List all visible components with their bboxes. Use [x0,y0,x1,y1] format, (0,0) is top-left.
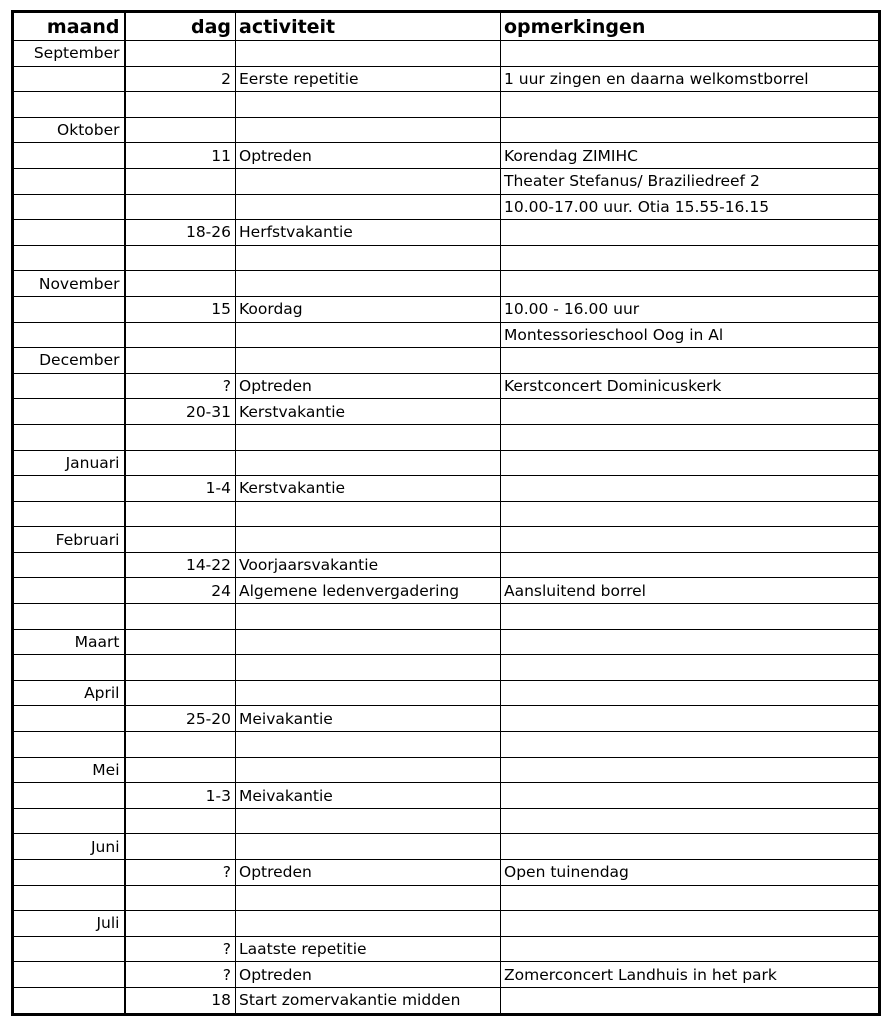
table-row [13,168,880,194]
day-cell[interactable] [125,655,236,681]
day-cell[interactable]: ? [125,962,236,988]
day-cell[interactable] [125,271,236,297]
month-cell[interactable] [13,655,125,681]
header-remarks[interactable]: opmerkingen [501,12,880,41]
remarks-cell[interactable] [501,629,880,655]
month-cell[interactable]: December [13,348,125,374]
table-row [13,348,880,374]
day-cell[interactable] [125,732,236,758]
table-row [13,296,880,322]
day-cell[interactable]: 24 [125,578,236,604]
day-cell[interactable]: 18 [125,987,236,1014]
remarks-cell[interactable] [501,476,880,502]
activity-cell[interactable] [236,168,501,194]
remarks-cell[interactable] [501,117,880,143]
remarks-cell[interactable] [501,271,880,297]
remarks-cell[interactable] [501,885,880,911]
table-row [13,936,880,962]
table-row [13,911,880,937]
activity-cell[interactable]: Laatste repetitie [236,936,501,962]
day-cell[interactable] [125,527,236,553]
activity-cell[interactable]: Optreden [236,860,501,886]
day-cell[interactable] [125,117,236,143]
activity-cell[interactable]: Kerstvakantie [236,399,501,425]
table-row [13,245,880,271]
remarks-cell[interactable]: Kerstconcert Dominicuskerk [501,373,880,399]
table-row [13,322,880,348]
activity-cell[interactable] [236,92,501,118]
table-row [13,808,880,834]
table-row [13,194,880,220]
table-row [13,271,880,297]
month-cell[interactable]: Januari [13,450,125,476]
day-cell[interactable]: 1-3 [125,783,236,809]
activity-cell[interactable] [236,911,501,937]
month-cell[interactable] [13,987,125,1014]
month-cell[interactable] [13,604,125,630]
month-cell[interactable] [13,424,125,450]
remarks-cell[interactable] [501,680,880,706]
table-row [13,92,880,118]
remarks-cell[interactable]: Korendag ZIMIHC [501,143,880,169]
day-cell[interactable] [125,168,236,194]
month-cell[interactable] [13,143,125,169]
activity-cell[interactable]: Algemene ledenvergadering [236,578,501,604]
month-cell[interactable] [13,92,125,118]
table-row [13,783,880,809]
activity-schedule-table [11,10,881,1016]
activity-cell[interactable]: Voorjaarsvakantie [236,552,501,578]
day-cell[interactable] [125,757,236,783]
activity-cell[interactable] [236,501,501,527]
activity-cell[interactable]: Optreden [236,373,501,399]
remarks-cell[interactable]: Theater Stefanus/ Braziliedreef 2 [501,168,880,194]
remarks-cell[interactable] [501,834,880,860]
activity-cell[interactable] [236,117,501,143]
table-row [13,424,880,450]
activity-cell[interactable] [236,885,501,911]
day-cell[interactable] [125,450,236,476]
table-row [13,41,880,67]
month-cell[interactable]: November [13,271,125,297]
table-row [13,629,880,655]
table-row [13,834,880,860]
month-cell[interactable]: Oktober [13,117,125,143]
day-cell[interactable] [125,322,236,348]
table-row [13,860,880,886]
month-cell[interactable] [13,476,125,502]
day-cell[interactable] [125,92,236,118]
day-cell[interactable]: 14-22 [125,552,236,578]
month-cell[interactable] [13,168,125,194]
day-cell[interactable] [125,808,236,834]
month-cell[interactable]: Juni [13,834,125,860]
activity-cell[interactable]: Kerstvakantie [236,476,501,502]
remarks-cell[interactable] [501,936,880,962]
remarks-cell[interactable]: Zomerconcert Landhuis in het park [501,962,880,988]
table-row [13,885,880,911]
day-cell[interactable]: ? [125,936,236,962]
table-row [13,604,880,630]
day-cell[interactable]: ? [125,373,236,399]
day-cell[interactable] [125,424,236,450]
table-row [13,220,880,246]
remarks-cell[interactable] [501,808,880,834]
day-cell[interactable]: 2 [125,66,236,92]
day-cell[interactable] [125,680,236,706]
month-cell[interactable] [13,706,125,732]
table-row [13,578,880,604]
month-cell[interactable] [13,399,125,425]
activity-cell[interactable]: Meivakantie [236,783,501,809]
table-row [13,501,880,527]
day-cell[interactable] [125,501,236,527]
month-cell[interactable] [13,220,125,246]
remarks-cell[interactable] [501,501,880,527]
activity-cell[interactable] [236,629,501,655]
table-row [13,732,880,758]
day-cell[interactable]: 18-26 [125,220,236,246]
remarks-cell[interactable]: 1 uur zingen en daarna welkomstborrel [501,66,880,92]
activity-cell[interactable]: Start zomervakantie midden [236,987,501,1014]
table-row [13,143,880,169]
activity-cell[interactable] [236,322,501,348]
remarks-cell[interactable]: Montessorieschool Oog in Al [501,322,880,348]
remarks-cell[interactable] [501,911,880,937]
table-row [13,527,880,553]
month-cell[interactable] [13,936,125,962]
remarks-cell[interactable] [501,220,880,246]
remarks-cell[interactable] [501,552,880,578]
remarks-cell[interactable] [501,348,880,374]
month-cell[interactable] [13,322,125,348]
activity-cell[interactable]: Optreden [236,962,501,988]
day-cell[interactable] [125,194,236,220]
month-cell[interactable]: Mei [13,757,125,783]
day-cell[interactable]: 25-20 [125,706,236,732]
month-cell[interactable] [13,962,125,988]
month-cell[interactable]: Juli [13,911,125,937]
table-row [13,962,880,988]
table-row [13,706,880,732]
activity-cell[interactable] [236,424,501,450]
day-cell[interactable]: 20-31 [125,399,236,425]
day-cell[interactable] [125,41,236,67]
day-cell[interactable] [125,245,236,271]
table-row [13,476,880,502]
month-cell[interactable] [13,501,125,527]
remarks-cell[interactable] [501,783,880,809]
day-cell[interactable] [125,885,236,911]
remarks-cell[interactable] [501,987,880,1014]
activity-cell[interactable] [236,732,501,758]
day-cell[interactable] [125,629,236,655]
table-row [13,450,880,476]
remarks-cell[interactable] [501,424,880,450]
activity-cell[interactable]: Herfstvakantie [236,220,501,246]
header-row [13,12,880,41]
day-cell[interactable] [125,911,236,937]
month-cell[interactable] [13,732,125,758]
day-cell[interactable] [125,604,236,630]
activity-cell[interactable]: Optreden [236,143,501,169]
activity-cell[interactable] [236,834,501,860]
month-cell[interactable] [13,578,125,604]
day-cell[interactable]: 1-4 [125,476,236,502]
activity-cell[interactable] [236,271,501,297]
month-cell[interactable]: Maart [13,629,125,655]
remarks-cell[interactable] [501,450,880,476]
table-row [13,373,880,399]
remarks-cell[interactable] [501,655,880,681]
month-cell[interactable]: April [13,680,125,706]
remarks-cell[interactable] [501,706,880,732]
table-row [13,117,880,143]
activity-cell[interactable] [236,194,501,220]
activity-cell[interactable] [236,808,501,834]
remarks-cell[interactable] [501,604,880,630]
activity-cell[interactable] [236,450,501,476]
activity-cell[interactable] [236,757,501,783]
month-cell[interactable] [13,783,125,809]
remarks-cell[interactable] [501,732,880,758]
activity-cell[interactable]: Koordag [236,296,501,322]
remarks-cell[interactable] [501,399,880,425]
remarks-cell[interactable]: 10.00 - 16.00 uur [501,296,880,322]
remarks-cell[interactable] [501,757,880,783]
table-row [13,655,880,681]
activity-cell[interactable] [236,604,501,630]
activity-cell[interactable]: Eerste repetitie [236,66,501,92]
month-cell[interactable] [13,245,125,271]
day-cell[interactable]: 11 [125,143,236,169]
table-row [13,66,880,92]
remarks-cell[interactable] [501,527,880,553]
activity-cell[interactable] [236,655,501,681]
remarks-cell[interactable]: 10.00-17.00 uur. Otia 15.55-16.15 [501,194,880,220]
header-activity[interactable]: activiteit [236,12,501,41]
table-row [13,680,880,706]
activity-cell[interactable] [236,41,501,67]
month-cell[interactable] [13,373,125,399]
remarks-cell[interactable] [501,41,880,67]
day-cell[interactable] [125,834,236,860]
table-row [13,399,880,425]
header-month[interactable]: maand [13,12,125,41]
table-row [13,987,880,1014]
month-cell[interactable] [13,296,125,322]
day-cell[interactable]: 15 [125,296,236,322]
table-row [13,552,880,578]
activity-cell[interactable] [236,348,501,374]
month-cell[interactable]: September [13,41,125,67]
activity-cell[interactable] [236,680,501,706]
remarks-cell[interactable] [501,92,880,118]
month-cell[interactable] [13,885,125,911]
header-day[interactable]: dag [125,12,236,41]
activity-cell[interactable] [236,245,501,271]
activity-cell[interactable] [236,527,501,553]
month-cell[interactable] [13,194,125,220]
month-cell[interactable]: Februari [13,527,125,553]
month-cell[interactable] [13,552,125,578]
remarks-cell[interactable] [501,245,880,271]
month-cell[interactable] [13,808,125,834]
day-cell[interactable]: ? [125,860,236,886]
table-body [13,41,880,1015]
table-row [13,757,880,783]
month-cell[interactable] [13,860,125,886]
activity-cell[interactable]: Meivakantie [236,706,501,732]
day-cell[interactable] [125,348,236,374]
remarks-cell[interactable]: Aansluitend borrel [501,578,880,604]
remarks-cell[interactable]: Open tuinendag [501,860,880,886]
month-cell[interactable] [13,66,125,92]
